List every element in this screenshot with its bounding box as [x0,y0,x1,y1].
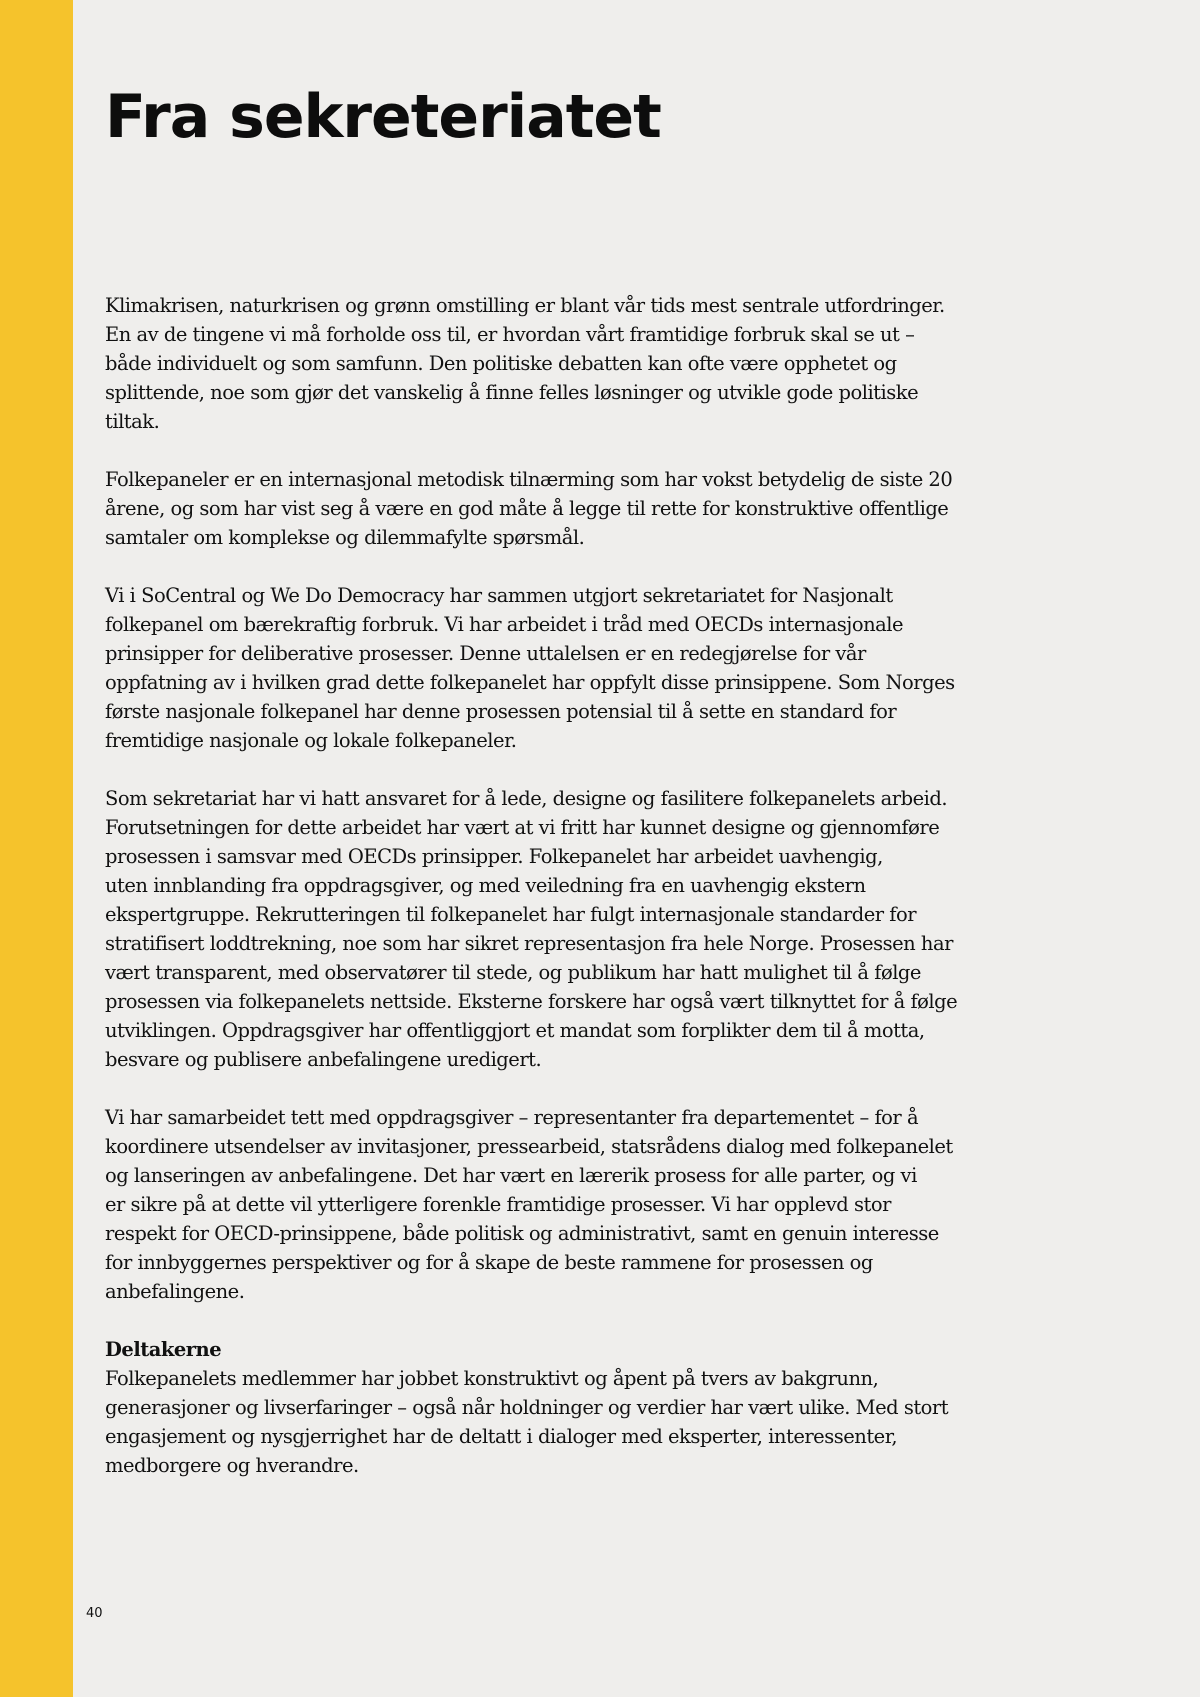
paragraph-3 [105,581,985,755]
paragraph-line: fremtidige nasjonale og lokale folkepaneler. [105,729,517,752]
paragraph-line: både individuelt og som samfunn. Den politiske debatten kan ofte være opphetet og [105,352,897,375]
paragraph-1 [105,291,985,436]
paragraph-line: er sikre på at dette vil ytterligere forenkle framtidige prosesser. Vi har opplevd stor [105,1193,891,1216]
paragraph-line: splittende, noe som gjør det vanskelig å finne felles løsninger og utvikle gode politiske [105,381,919,404]
paragraph-line: oppfatning av i hvilken grad dette folkepanelet har oppfylt disse prinsippene. Som Norges [105,671,955,694]
paragraph-line: Klimakrisen, naturkrisen og grønn omstilling er blant vår tids mest sentrale utfordringer. [105,294,945,317]
page-title: Fra sekreteriatet [105,82,661,152]
paragraph-line: koordinere utsendelser av invitasjoner, pressearbeid, statsrådens dialog med folkepanelet [105,1135,953,1158]
section-heading: Deltakerne [105,1338,222,1361]
paragraph-line: prosessen via folkepanelets nettside. Eksterne forskere har også vært tilknyttet for å følge [105,990,958,1013]
paragraph-line: samtaler om komplekse og dilemmafylte spørsmål. [105,526,585,549]
paragraph-2 [105,465,985,552]
paragraph-line: tiltak. [105,410,160,433]
paragraph-line: respekt for OECD-prinsippene, både politisk og administrativt, samt en genuin interesse [105,1222,939,1245]
paragraph-line: generasjoner og livserfaringer – også når holdninger og verdier har vært ulike. Med stort [105,1396,949,1419]
paragraph-line: Vi har samarbeidet tett med oppdragsgiver – representanter fra departementet – for å [105,1106,919,1129]
paragraph-line: prosessen i samsvar med OECDs prinsipper. Folkepanelet har arbeidet uavhengig, [105,845,883,868]
paragraph-line: besvare og publisere anbefalingene uredigert. [105,1048,542,1071]
paragraph-line: Folkepaneler er en internasjonal metodisk tilnærming som har vokst betydelig de siste 20 [105,468,953,491]
paragraph-line: årene, og som har vist seg å være en god måte å legge til rette for konstruktive offentlige [105,497,949,520]
paragraph-line: for innbyggernes perspektiver og for å skape de beste rammene for prosessen og [105,1251,873,1274]
paragraph-line: første nasjonale folkepanel har denne prosessen potensial til å sette en standard for [105,700,897,723]
paragraph-line: Som sekretariat har vi hatt ansvaret for å lede, designe og fasilitere folkepanelets arbeid. [105,787,948,810]
paragraph-line: Forutsetningen for dette arbeidet har vært at vi fritt har kunnet designe og gjennomføre [105,816,940,839]
paragraph-line: prinsipper for deliberative prosesser. Denne uttalelsen er en redegjørelse for vår [105,642,866,665]
paragraph-line: Vi i SoCentral og We Do Democracy har sammen utgjort sekretariatet for Nasjonalt [105,584,893,607]
paragraph-line: anbefalingene. [105,1280,245,1303]
paragraph-line: medborgere og hverandre. [105,1454,359,1477]
paragraph-5 [105,1103,985,1306]
paragraph-line: ekspertgruppe. Rekrutteringen til folkepanelet har fulgt internasjonale standarder for [105,903,917,926]
section-deltakerne [105,1335,985,1480]
page-number: 40 [86,1606,103,1621]
paragraph-line: engasjement og nysgjerrighet har de deltatt i dialoger med eksperter, interessenter, [105,1425,898,1448]
paragraph-line: vært transparent, med observatører til stede, og publikum har hatt mulighet til å følge [105,961,921,984]
paragraph-line: En av de tingene vi må forholde oss til, er hvordan vårt framtidige forbruk skal se ut – [105,323,915,346]
accent-side-bar [0,0,73,1697]
paragraph-line: folkepanel om bærekraftig forbruk. Vi har arbeidet i tråd med OECDs internasjonale [105,613,904,636]
paragraph-line: stratifisert loddtrekning, noe som har sikret representasjon fra hele Norge. Prosessen har [105,932,953,955]
paragraph-line: uten innblanding fra oppdragsgiver, og med veiledning fra en uavhengig ekstern [105,874,866,897]
body-text [105,291,985,1509]
paragraph-4 [105,784,985,1074]
paragraph-line: og lanseringen av anbefalingene. Det har vært en lærerik prosess for alle parter, og vi [105,1164,917,1187]
paragraph-line: utviklingen. Oppdragsgiver har offentliggjort et mandat som forplikter dem til å motta, [105,1019,925,1042]
paragraph-line: Folkepanelets medlemmer har jobbet konstruktivt og åpent på tvers av bakgrunn, [105,1367,879,1390]
